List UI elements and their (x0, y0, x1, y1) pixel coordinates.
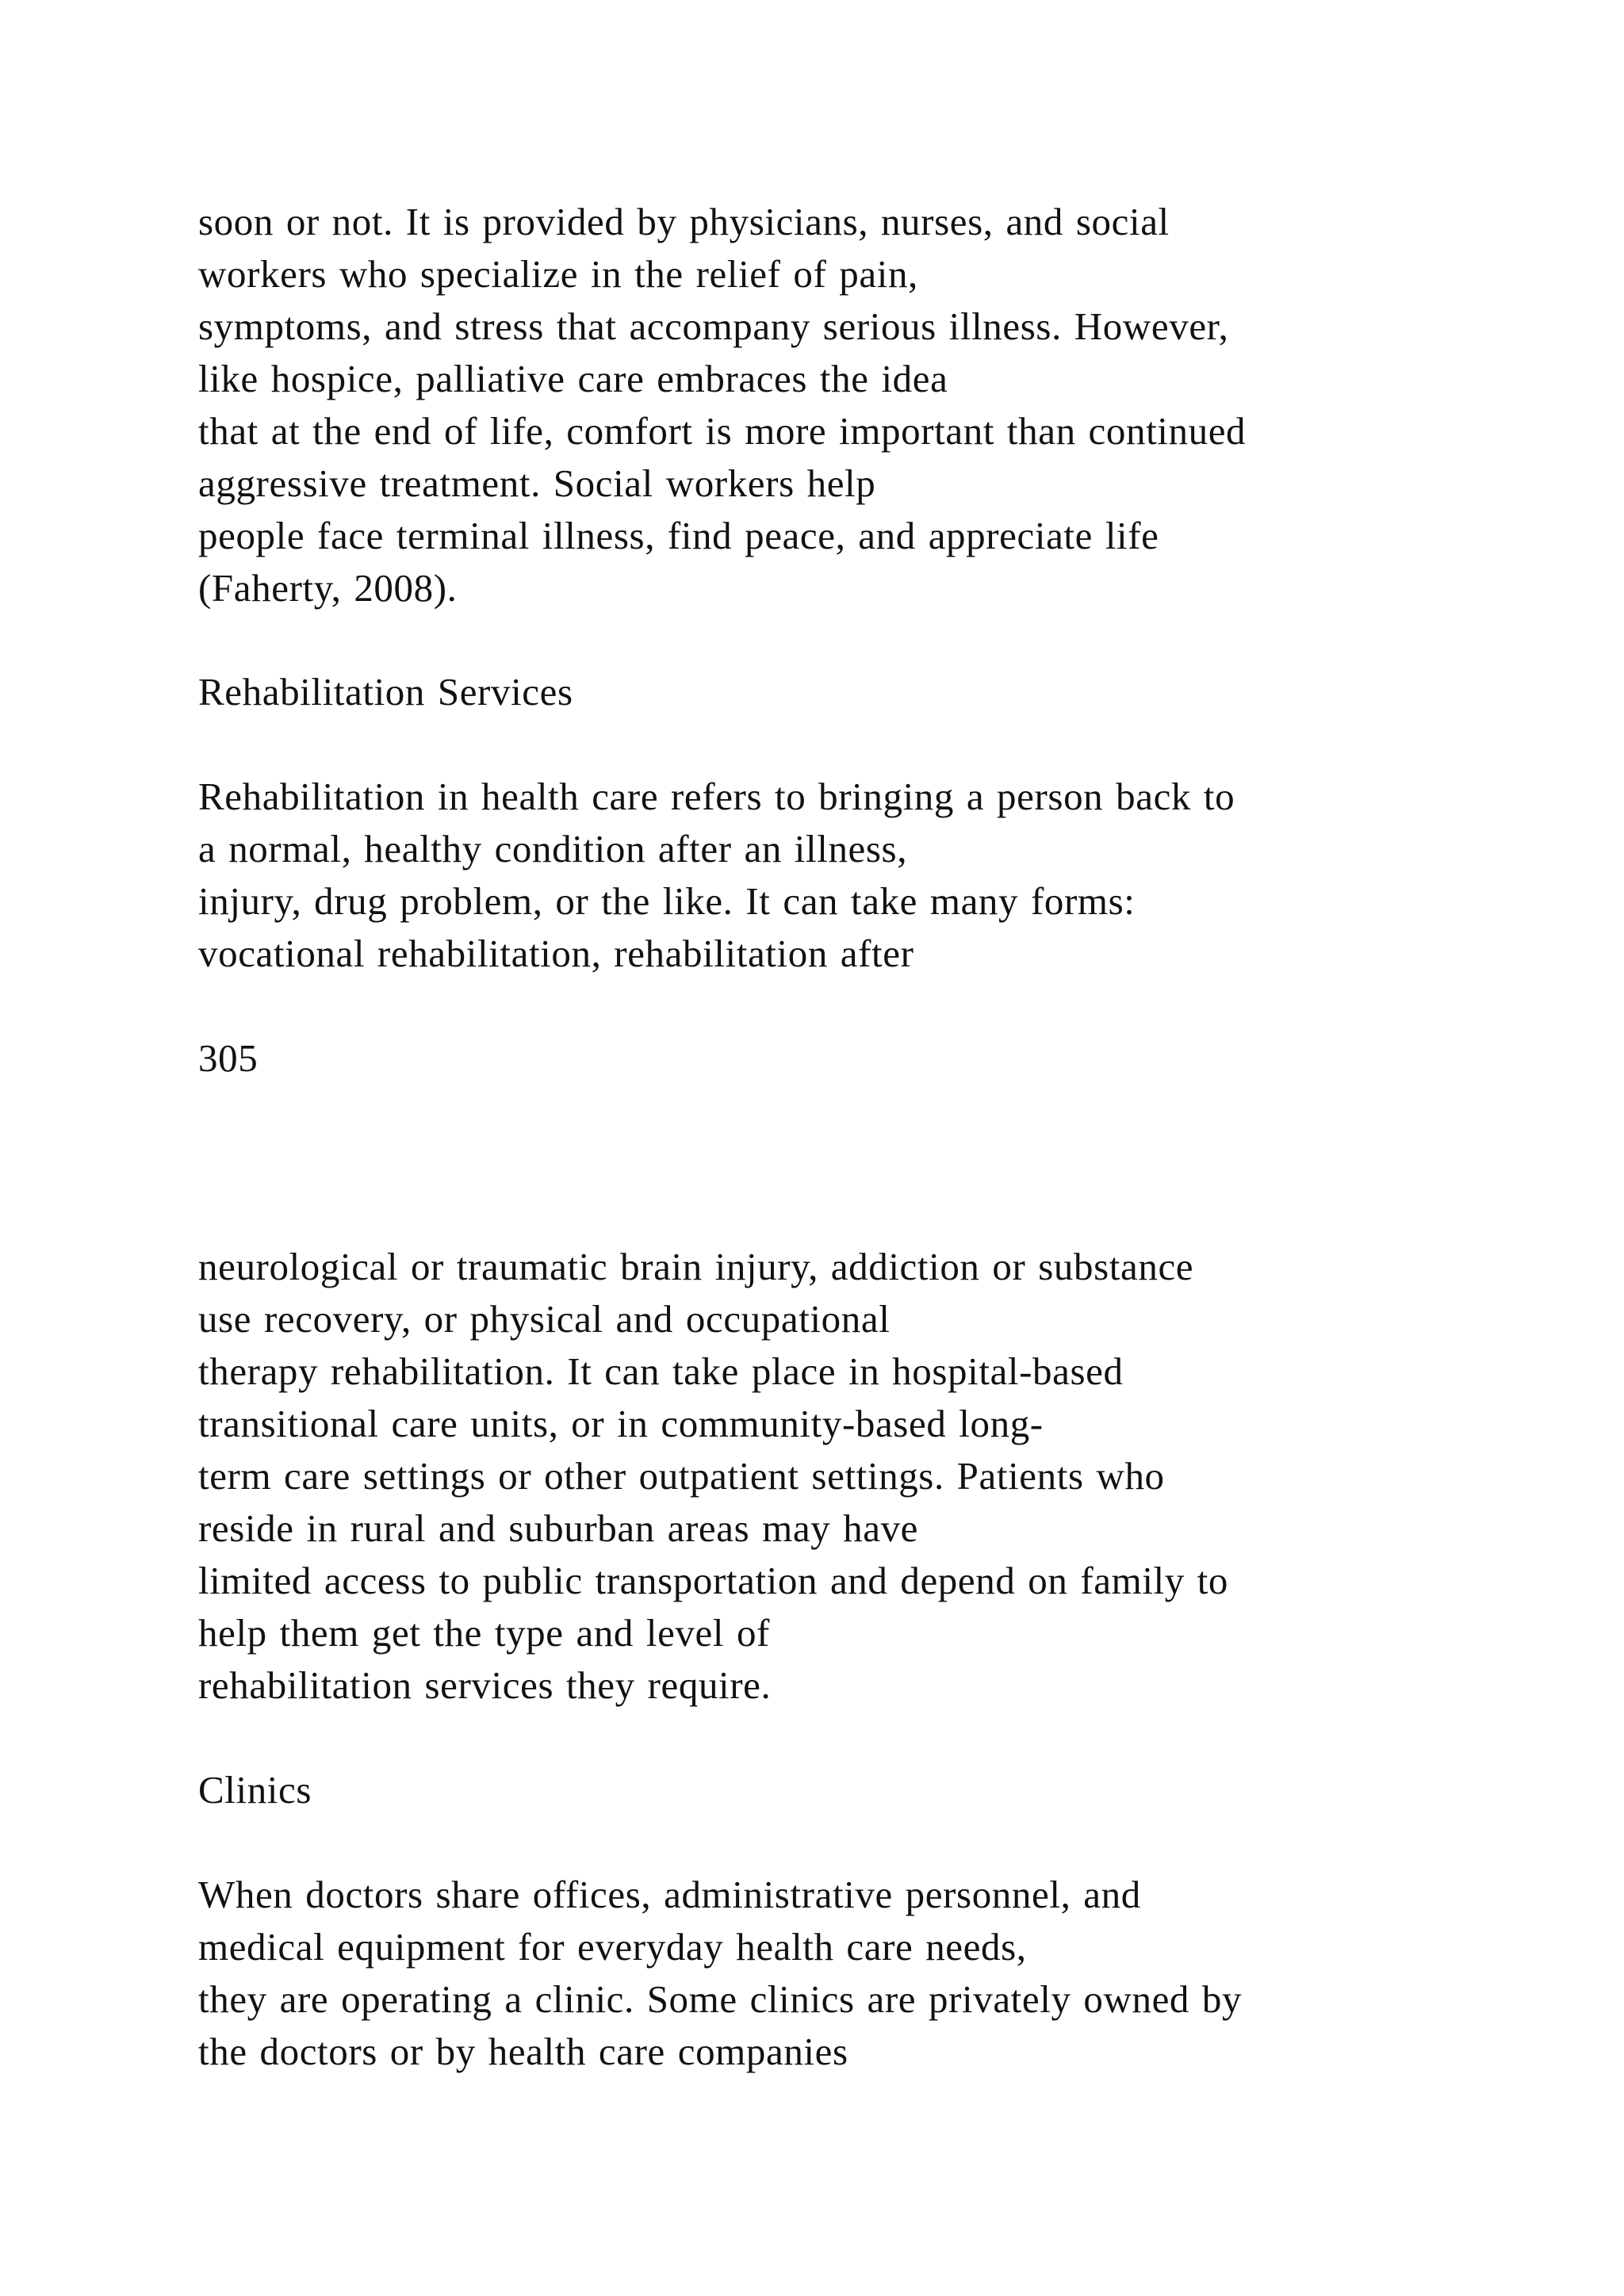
text-line: medical equipment for everyday health care needs, (198, 1925, 1027, 1969)
text-line: workers who specialize in the relief of pain, (198, 252, 918, 296)
text-line: limited access to public transportation and depend on family to (198, 1559, 1229, 1602)
text-line: transitional care units, or in community-based long- (198, 1402, 1044, 1445)
text-line: Rehabilitation in health care refers to bringing a person back to (198, 775, 1235, 818)
text-line: (Faherty, 2008). (198, 566, 458, 610)
text-line: aggressive treatment. Social workers help (198, 461, 876, 505)
text-line: rehabilitation services they require. (198, 1663, 772, 1707)
text-line: When doctors share offices, administrative personnel, and (198, 1873, 1141, 1916)
text-line: like hospice, palliative care embraces the idea (198, 357, 948, 400)
text-line: people face terminal illness, find peace, and appreciate life (198, 514, 1159, 557)
text-line: the doctors or by health care companies (198, 2030, 848, 2073)
section-heading-clinics: Clinics (198, 1768, 312, 1812)
text-line: term care settings or other outpatient settings. Patients who (198, 1454, 1165, 1498)
page-number: 305 (198, 1036, 259, 1080)
text-line: that at the end of life, comfort is more important than continued (198, 409, 1247, 453)
text-line: neurological or traumatic brain injury, addiction or substance (198, 1245, 1194, 1288)
text-line: use recovery, or physical and occupational (198, 1297, 891, 1341)
text-line: they are operating a clinic. Some clinics are privately owned by (198, 1977, 1243, 2021)
text-line: soon or not. It is provided by physicians, nurses, and social (198, 200, 1170, 243)
text-line: vocational rehabilitation, rehabilitation after (198, 932, 914, 975)
text-line: a normal, healthy condition after an illness, (198, 827, 908, 871)
text-line: reside in rural and suburban areas may have (198, 1506, 919, 1550)
section-heading-rehabilitation: Rehabilitation Services (198, 670, 573, 714)
text-line: symptoms, and stress that accompany serious illness. However, (198, 304, 1229, 348)
text-line: therapy rehabilitation. It can take place in hospital-based (198, 1349, 1124, 1393)
text-line: injury, drug problem, or the like. It can take many forms: (198, 879, 1136, 923)
text-line: help them get the type and level of (198, 1611, 770, 1655)
